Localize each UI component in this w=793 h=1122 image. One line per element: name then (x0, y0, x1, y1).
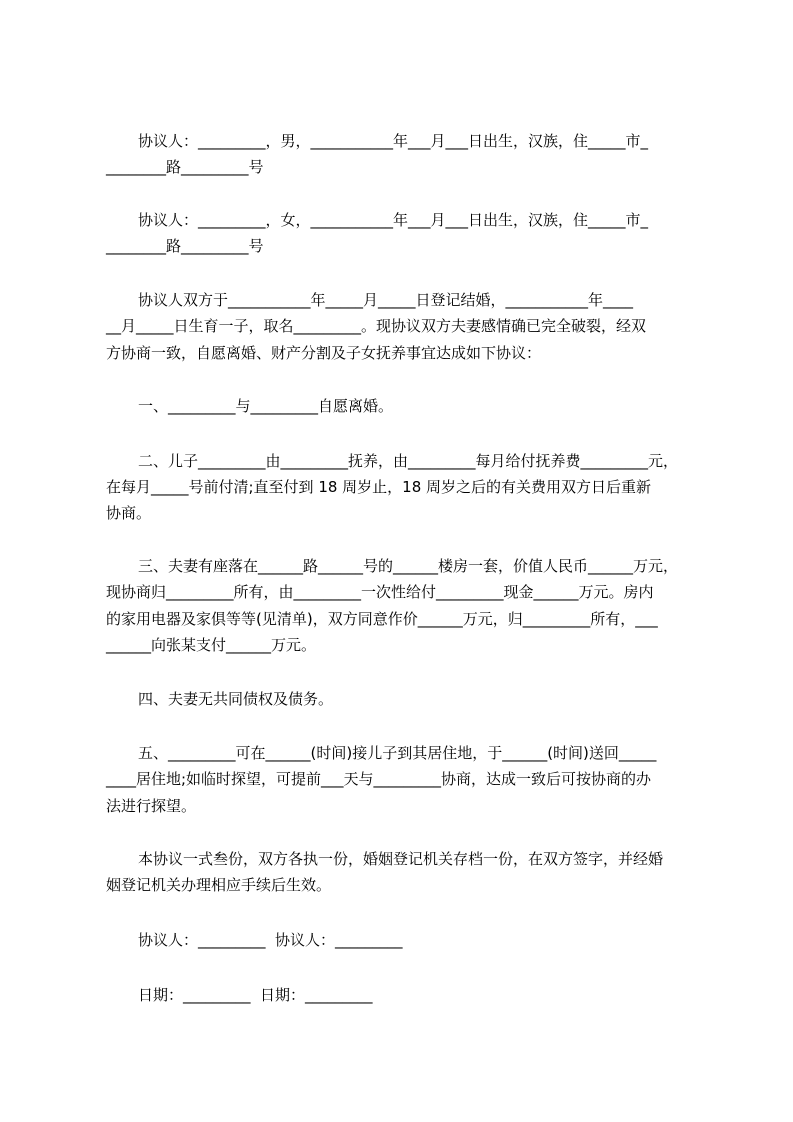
clause-2-line-3: 协商。 (106, 504, 152, 522)
clause-2-line-1: 二、儿子_________由_________抚养，由_________每月给付抚养费_________元， (138, 452, 679, 470)
signature-line: 协议人：_________ 协议人：_________ (138, 931, 403, 949)
clause-3-line-3: 的家用电器及家俱等等(见清单)，双方同意作价______万元，归_________所有，___ (106, 610, 658, 628)
clause-5-line-2: ____居住地;如临时探望，可提前___天与_________协商，达成一致后可按协商的办 (106, 770, 652, 788)
clause-3-line-4: ______向张某支付______万元。 (106, 636, 317, 654)
closing-line-2: 姻登记机关办理相应手续后生效。 (106, 876, 332, 894)
clause-5-line-1: 五、_________可在______(时间)接儿子到其居住地，于______(时间)送回_____ (138, 744, 657, 762)
party-male-line-1: 协议人：_________，男，___________年___月___日出生，汉族，住_____市_ (138, 132, 649, 150)
clause-4: 四、夫妻无共同债权及债务。 (138, 690, 334, 708)
clause-3-line-1: 三、夫妻有座落在______路______号的______楼房一套，价值人民币______万元， (138, 557, 679, 575)
clause-1: 一、_________与_________自愿离婚。 (138, 397, 394, 415)
intro-line-2: __月_____日生育一子，取名_________。现协议双方夫妻感情确已完全破裂，经双 (106, 317, 647, 335)
closing-line-1: 本协议一式叁份，双方各执一份，婚姻登记机关存档一份，在双方签字，并经婚 (138, 850, 664, 868)
date-line: 日期：_________ 日期：_________ (138, 986, 373, 1004)
intro-line-3: 方协商一致，自愿离婚、财产分割及子女抚养事宜达成如下协议： (106, 344, 542, 362)
party-female-line-1: 协议人：_________，女，___________年___月___日出生，汉族，住_____市_ (138, 211, 649, 229)
party-male-line-2: ________路_________号 (106, 158, 264, 176)
clause-3-line-2: 现协商归_________所有，由_________一次性给付_________现金______万元。房内 (106, 583, 654, 601)
clause-5-line-3: 法进行探望。 (106, 797, 197, 815)
clause-2-line-2: 在每月_____号前付清;直至付到 18 周岁止，18 周岁之后的有关费用双方日后重新 (106, 478, 652, 496)
party-female-line-2: ________路_________号 (106, 237, 264, 255)
intro-line-1: 协议人双方于___________年_____月_____日登记结婚，___________年____ (138, 291, 634, 309)
